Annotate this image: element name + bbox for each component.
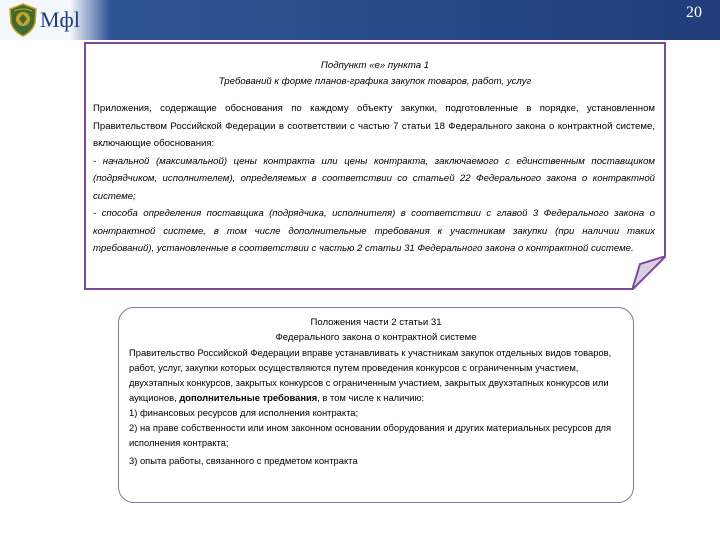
requirements-intro: Приложения, содержащие обоснования по каждому объекту закупки, подготовленные в порядке, установленном Правительством Российской Федерации в соответствии с частью 7 статьи 18 Федерального закона о контрактной системе, включающие обоснования: (93, 103, 655, 149)
requirements-paragraph (93, 100, 655, 258)
logo-text (40, 4, 80, 34)
requirements-title (86, 58, 664, 90)
page-number: 20 (686, 4, 702, 21)
article31-main-text (129, 345, 623, 405)
article31-box (118, 307, 634, 503)
svg-text:Мфl: Мфl (40, 7, 80, 32)
article31-text-part1: Правительство Российской Федерации вправе устанавливать к участникам закупок отдельных видов товаров, работ, услуг, закупки которых осуществляются путем проведения конкурсов с ограниченным участием, двухэтапных конкурсов, закрытых конкурсов с ограниченным участием, закрытых двухэтапных конкурсов или аукционов, (129, 347, 612, 403)
article31-title-line1: Положения части 2 статьи 31 (310, 317, 442, 328)
requirements-title-line2: Требований к форме планов-графика закупок товаров, работ, услуг (218, 76, 532, 87)
requirements-item-method: - способа определения поставщика (подрядчика, исполнителя) в соответствии с главой 3 Федерального закона о контрактной системе, в том числе дополнительные требования к участникам закупки (при наличии таких требований), установленные в соответствии с частью 2 статьи 31 Федерального закона о контрактной системе. (93, 208, 655, 254)
article31-title-line2: Федерального закона о контрактной системе (275, 332, 477, 343)
page-fold-icon (632, 256, 666, 290)
article31-title (119, 315, 633, 345)
requirements-item-price: - начальной (максимальной) цены контракта или цены контракта, заключаемого с единственным поставщиком (подрядчиком, исполнителем), определяемых в соответствии со статьей 22 Федерального закона о контрактной системе; (93, 155, 655, 202)
article31-body (129, 345, 623, 468)
article31-bold-text: дополнительные требования (179, 392, 318, 403)
requirements-box (84, 42, 666, 290)
requirements-title-line1: Подпункт «е» пункта 1 (320, 60, 430, 71)
article31-text-part2: , в том числе к наличию: (317, 392, 425, 403)
header-bar (0, 0, 720, 40)
article31-item-equipment: 2) на праве собственности или ином законном основании оборудования и других материальных ресурсов для исполнения контракта; (129, 422, 612, 448)
article31-item-experience: 3) опыта работы, связанного с предметом контракта (129, 455, 358, 466)
article31-item-finance: 1) финансовых ресурсов для исполнения контракта; (129, 407, 359, 418)
emblem-icon (8, 3, 38, 37)
